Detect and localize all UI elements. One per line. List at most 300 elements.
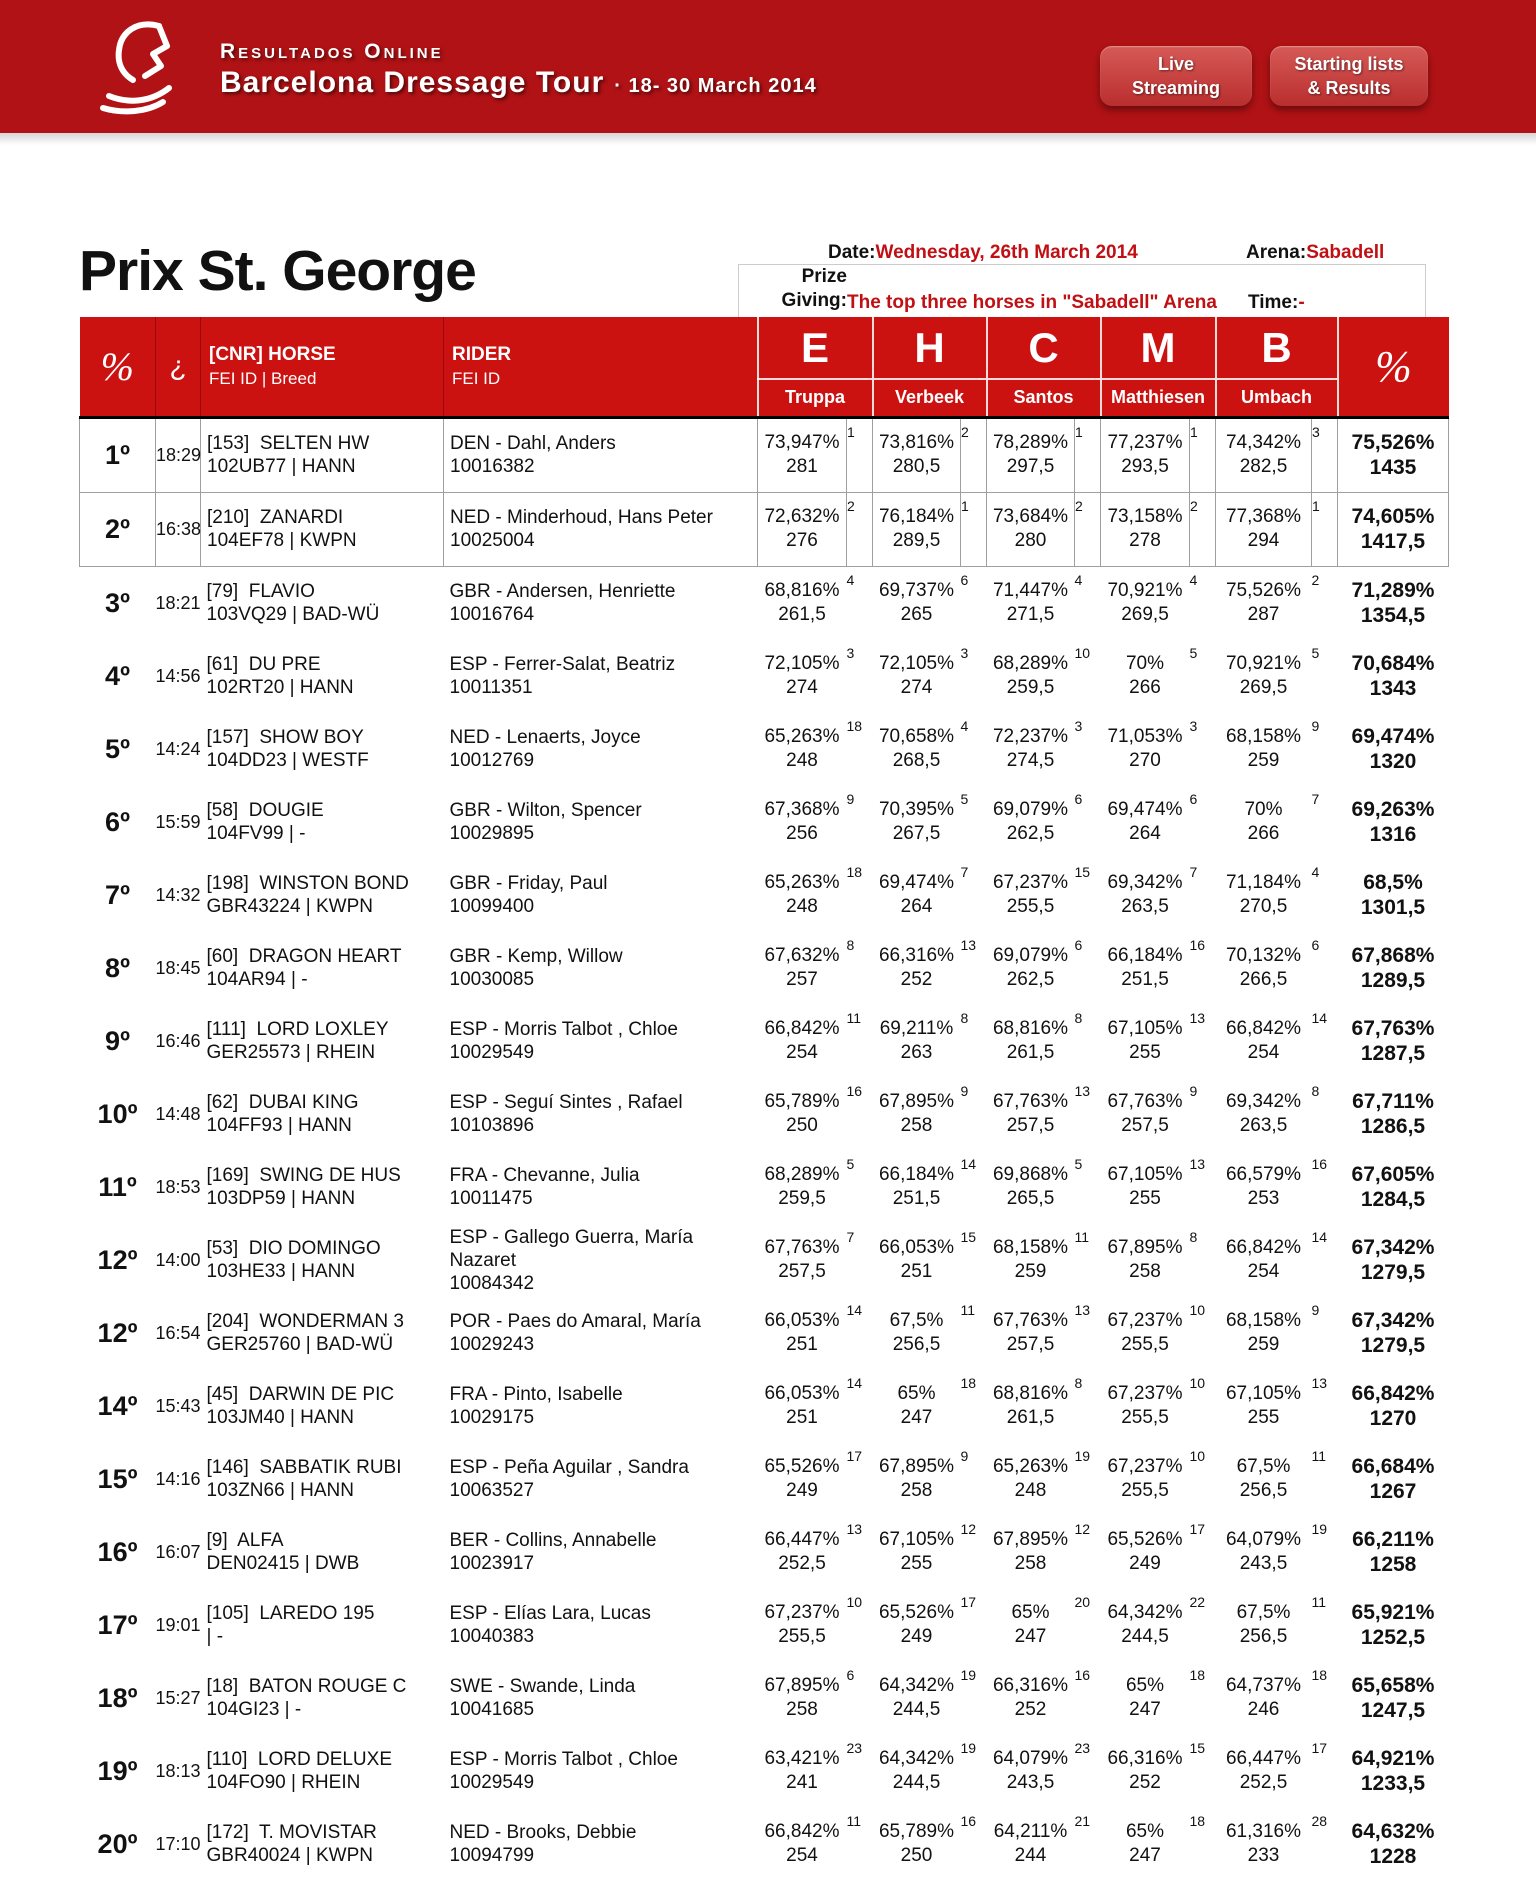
score-percent: 66,447% (1225, 1748, 1301, 1769)
score-percent: 76,184% (878, 506, 954, 527)
rank-cell: 10º (97, 1098, 138, 1129)
horse-name: [172] T. MOVISTAR (206, 1822, 377, 1843)
judge-score-cell (758, 1078, 873, 1151)
judge-score-cell (873, 566, 987, 640)
judge-score-cell (758, 1151, 873, 1224)
score-percent: 64,342% (1107, 1602, 1183, 1623)
horse-cell (201, 640, 444, 713)
live-streaming-label-1: Live (1157, 53, 1195, 74)
horse-cell (201, 932, 444, 1005)
score-percent: 73,816% (878, 432, 954, 453)
judge-rank-superscript: 8 (1311, 1082, 1320, 1099)
judge-e-header: E (758, 317, 873, 379)
judge-score-cell (1216, 640, 1338, 713)
judge-h-header: H (873, 317, 987, 379)
judge-rank-superscript: 11 (846, 1812, 862, 1829)
score-points: 251 (786, 1334, 818, 1355)
total-points: 1316 (1369, 823, 1417, 846)
prize-giving-box (738, 264, 1426, 317)
judge-score-cell (758, 1005, 873, 1078)
score-percent: 67,763% (992, 1310, 1068, 1331)
score-points: 247 (1014, 1626, 1047, 1647)
total-points: 1343 (1369, 677, 1417, 700)
result-row (80, 1078, 1449, 1151)
rider-feiid: 10030085 (449, 969, 535, 990)
judge-score-cell (987, 1516, 1101, 1589)
rider-feiid: 10099400 (449, 896, 535, 917)
horse-name: [105] LAREDO 195 (206, 1603, 375, 1624)
judge-score-cell (1101, 713, 1216, 786)
horse-name: [9] ALFA (206, 1530, 284, 1551)
horse-feiid-breed: 103HE33 | HANN (206, 1261, 356, 1282)
judge-score-cell (758, 1808, 873, 1881)
score-points: 264 (900, 896, 933, 917)
starting-lists-results-button[interactable] (1270, 46, 1428, 106)
rank-cell: 14º (97, 1390, 138, 1421)
horse-feiid-breed: DEN02415 | DWB (206, 1553, 360, 1574)
score-percent: 67,5% (889, 1310, 944, 1331)
score-percent: 64,342% (878, 1748, 954, 1769)
judge-b-name: Umbach (1216, 379, 1338, 417)
score-percent: 72,105% (764, 653, 840, 674)
banner-title (220, 66, 817, 100)
total-points: 1247,5 (1360, 1699, 1426, 1722)
score-points: 250 (900, 1845, 933, 1866)
score-percent: 66,184% (878, 1164, 954, 1185)
rider-feiid: 10029549 (449, 1772, 535, 1793)
total-percent: 67,342% (1351, 1309, 1435, 1332)
rider-cell (444, 1516, 758, 1589)
judge-c-header: C (987, 317, 1101, 379)
horse-feiid-breed: 104GI23 | - (206, 1699, 302, 1720)
judge-score-cell (1101, 1151, 1216, 1224)
score-percent: 71,447% (992, 580, 1068, 601)
score-percent: 66,842% (764, 1821, 840, 1842)
rider-feiid: 10016764 (449, 604, 535, 625)
score-points: 262,5 (1006, 969, 1055, 990)
judge-rank-superscript: 8 (960, 1009, 969, 1026)
score-percent: 72,105% (878, 653, 954, 674)
rider-feiid: 10029243 (449, 1334, 535, 1355)
live-streaming-button[interactable] (1100, 46, 1252, 106)
total-percent: 67,342% (1351, 1236, 1435, 1259)
rider-name: BER - Collins, Annabelle (449, 1530, 657, 1551)
judge-score-cell (1216, 492, 1338, 566)
score-points: 274 (900, 677, 933, 698)
result-row (80, 492, 1449, 566)
judge-rank-superscript: 8 (1189, 1228, 1198, 1245)
judge-rank-superscript: 20 (1074, 1593, 1091, 1610)
score-points: 250 (786, 1115, 818, 1136)
score-percent: 65% (1011, 1602, 1050, 1623)
judge-score-cell (987, 859, 1101, 932)
score-points: 244,5 (892, 1772, 941, 1793)
total-percent: 67,605% (1351, 1163, 1435, 1186)
judge-score-cell (987, 1589, 1101, 1662)
rank-cell: 12º (97, 1317, 138, 1348)
total-percent: 66,684% (1351, 1455, 1435, 1478)
judge-m-name: Matthiesen (1101, 379, 1216, 417)
judge-rank-superscript: 19 (1311, 1520, 1328, 1537)
score-percent: 64,079% (992, 1748, 1068, 1769)
score-points: 257 (786, 969, 818, 990)
judge-rank-superscript: 15 (1189, 1739, 1206, 1756)
judge-score-cell (873, 1151, 987, 1224)
rider-feiid: 10023917 (449, 1553, 535, 1574)
judge-score-cell (758, 1297, 873, 1370)
banner-divider (0, 133, 1536, 145)
judge-score-cell (987, 1297, 1101, 1370)
score-percent: 64,342% (878, 1675, 954, 1696)
rider-feiid: 10016382 (450, 456, 535, 477)
score-points: 265 (900, 604, 933, 625)
judge-rank-superscript: 16 (1074, 1666, 1091, 1683)
judge-rank-superscript: 11 (1311, 1447, 1327, 1464)
score-percent: 67,237% (764, 1602, 840, 1623)
score-percent: 67,895% (764, 1675, 840, 1696)
score-percent: 67,763% (1107, 1091, 1183, 1112)
judge-score-cell (1216, 1808, 1338, 1881)
score-percent: 73,158% (1107, 506, 1183, 527)
judge-score-cell (1101, 1224, 1216, 1297)
start-time-cell: 15:59 (155, 811, 201, 832)
score-percent: 70% (1125, 653, 1165, 674)
banner-dates: · 18- 30 March 2014 (614, 75, 817, 97)
judge-rank-superscript: 11 (1074, 1228, 1090, 1245)
judge-score-cell (987, 1078, 1101, 1151)
score-points: 249 (786, 1480, 818, 1501)
judge-rank-superscript: 13 (960, 936, 977, 953)
judge-rank-superscript: 14 (846, 1374, 863, 1391)
inverted-question-icon: ¿ (169, 350, 187, 382)
score-percent: 67,895% (878, 1091, 954, 1112)
judge-rank-superscript: 13 (1189, 1155, 1206, 1172)
judge-score-cell (873, 713, 987, 786)
horse-cell (201, 1735, 444, 1808)
judge-score-cell (758, 492, 873, 566)
score-percent: 69,868% (992, 1164, 1068, 1185)
score-points: 258 (786, 1699, 818, 1720)
horse-cell (201, 492, 444, 566)
rider-cell (444, 859, 758, 932)
start-time-cell: 18:13 (155, 1760, 201, 1781)
judge-score-cell (1101, 1735, 1216, 1808)
judge-rank-superscript: 3 (1074, 717, 1083, 734)
results-table-header (80, 317, 1449, 417)
judge-score-cell (1101, 1078, 1216, 1151)
score-points: 263,5 (1121, 896, 1169, 917)
score-points: 278 (1129, 530, 1161, 551)
rider-cell (444, 1005, 758, 1078)
score-percent: 72,632% (764, 506, 840, 527)
rider-name: GBR - Wilton, Spencer (449, 800, 642, 821)
start-time-cell: 18:21 (155, 592, 201, 613)
total-cell (1338, 786, 1449, 859)
start-time-cell: 18:53 (155, 1176, 201, 1197)
rank-cell: 6º (105, 806, 130, 837)
judge-score-cell (873, 1370, 987, 1443)
judge-rank-superscript: 3 (1312, 423, 1320, 440)
horse-feiid-breed: 104AR94 | - (206, 969, 308, 990)
start-time-cell: 19:01 (155, 1614, 201, 1635)
start-time-cell: 18:45 (155, 957, 201, 978)
score-percent: 69,342% (1225, 1091, 1301, 1112)
score-percent: 70,132% (1225, 945, 1301, 966)
judge-score-cell (1101, 1443, 1216, 1516)
score-points: 258 (900, 1115, 933, 1136)
score-points: 243,5 (1239, 1553, 1288, 1574)
rider-cell (444, 932, 758, 1005)
score-percent: 66,579% (1225, 1164, 1301, 1185)
judge-score-cell (987, 640, 1101, 713)
score-percent: 67,5% (1236, 1456, 1291, 1477)
judge-rank-superscript: 11 (1311, 1593, 1327, 1610)
score-points: 253 (1247, 1188, 1280, 1209)
rider-feiid: 10025004 (450, 530, 535, 551)
total-points: 1233,5 (1360, 1772, 1426, 1795)
rider-feiid: 10029895 (449, 823, 535, 844)
judge-rank-superscript: 7 (960, 863, 969, 880)
score-percent: 70,921% (1225, 653, 1301, 674)
score-percent: 75,526% (1225, 580, 1301, 601)
judge-rank-superscript: 28 (1311, 1812, 1328, 1829)
score-points: 248 (786, 750, 818, 771)
total-percent: 75,526% (1351, 431, 1435, 454)
score-points: 255,5 (1006, 896, 1055, 917)
score-points: 248 (1014, 1480, 1047, 1501)
total-percent: 65,921% (1351, 1601, 1435, 1624)
judge-score-cell (987, 1151, 1101, 1224)
score-points: 256,5 (1239, 1480, 1288, 1501)
judge-score-cell (873, 1662, 987, 1735)
rider-name: ESP - Gallego Guerra, María Nazaret (449, 1226, 694, 1271)
judge-rank-superscript: 18 (846, 863, 863, 880)
rider-header-sub: FEI ID (452, 368, 501, 388)
rider-cell (444, 1224, 758, 1297)
judge-rank-superscript: 5 (1074, 1155, 1083, 1172)
judge-score-cell (1216, 713, 1338, 786)
score-points: 271,5 (1006, 604, 1055, 625)
judge-rank-superscript: 10 (1074, 644, 1091, 661)
results-table (79, 317, 1449, 1881)
score-percent: 66,053% (764, 1310, 840, 1331)
score-points: 248 (786, 896, 818, 917)
score-points: 252 (900, 969, 933, 990)
score-points: 274 (786, 677, 818, 698)
judge-score-cell (1216, 1151, 1338, 1224)
score-percent: 67,237% (1107, 1310, 1183, 1331)
judge-rank-superscript: 16 (846, 1082, 863, 1099)
result-row (80, 1735, 1449, 1808)
judge-score-cell (987, 1370, 1101, 1443)
judge-rank-superscript: 19 (960, 1666, 977, 1683)
total-points: 1270 (1369, 1407, 1417, 1430)
judge-rank-superscript: 18 (1189, 1666, 1206, 1683)
score-points: 258 (1129, 1261, 1161, 1282)
horse-cell (201, 1662, 444, 1735)
total-percent: 71,289% (1351, 579, 1435, 602)
judge-rank-superscript: 9 (960, 1447, 969, 1464)
rider-feiid: 10063527 (449, 1480, 535, 1501)
horse-feiid-breed: GBR40024 | KWPN (206, 1845, 374, 1866)
rider-name: ESP - Morris Talbot , Chloe (449, 1749, 678, 1770)
score-points: 251 (900, 1261, 933, 1282)
total-cell (1338, 713, 1449, 786)
horse-name: [53] DIO DOMINGO (206, 1238, 381, 1259)
rider-name: ESP - Seguí Sintes , Rafael (449, 1092, 683, 1113)
score-percent: 65% (1125, 1821, 1165, 1842)
result-row (80, 1808, 1449, 1881)
judge-rank-superscript: 2 (961, 423, 969, 440)
judge-m-header: M (1101, 317, 1216, 379)
score-percent: 64,079% (1225, 1529, 1301, 1550)
score-points: 255 (1129, 1042, 1161, 1063)
score-points: 287 (1247, 604, 1280, 625)
score-points: 259 (1247, 1334, 1280, 1355)
judge-rank-superscript: 3 (1189, 717, 1198, 734)
horse-header-sub: FEI ID | Breed (209, 368, 317, 388)
total-percent: 67,868% (1351, 944, 1435, 967)
judge-score-cell (873, 1516, 987, 1589)
judge-score-cell (987, 1443, 1101, 1516)
judge-rank-superscript: 9 (1189, 1082, 1198, 1099)
score-points: 255,5 (1121, 1407, 1169, 1428)
total-percent: 65,658% (1351, 1674, 1435, 1697)
start-time-cell: 14:48 (155, 1103, 201, 1124)
total-points: 1287,5 (1360, 1042, 1426, 1065)
rider-cell (444, 1078, 758, 1151)
horse-feiid-breed: GER25573 | RHEIN (206, 1042, 376, 1063)
score-percent: 67,368% (764, 799, 840, 820)
result-row (80, 1443, 1449, 1516)
judge-rank-superscript: 6 (1189, 790, 1198, 807)
horse-cell (201, 1224, 444, 1297)
judge-score-cell (758, 713, 873, 786)
horse-logo-icon (88, 16, 210, 120)
arena-label: Arena: (1246, 242, 1307, 263)
rider-cell (444, 1589, 758, 1662)
horse-name: [204] WONDERMAN 3 (206, 1311, 404, 1332)
rank-cell: 2º (80, 492, 156, 566)
score-points: 252 (1129, 1772, 1161, 1793)
score-percent: 70,658% (878, 726, 954, 747)
rider-name: POR - Paes do Amaral, María (449, 1311, 701, 1332)
score-percent: 66,053% (878, 1237, 954, 1258)
judge-rank-superscript: 6 (1311, 936, 1320, 953)
horse-cell (201, 1443, 444, 1516)
score-points: 251,5 (892, 1188, 941, 1209)
score-percent: 73,684% (992, 506, 1068, 527)
score-percent: 64,737% (1225, 1675, 1301, 1696)
judge-rank-superscript: 13 (1189, 1009, 1206, 1026)
horse-feiid-breed: GBR43224 | KWPN (206, 896, 374, 917)
rider-name: ESP - Morris Talbot , Chloe (449, 1019, 678, 1040)
total-cell (1338, 1005, 1449, 1078)
total-cell (1338, 1370, 1449, 1443)
rank-cell: 19º (97, 1755, 138, 1786)
score-percent: 65% (897, 1383, 936, 1404)
banner-subtitle: Resultados Online (220, 40, 444, 63)
judge-score-cell (1101, 1516, 1216, 1589)
score-percent: 66,842% (1225, 1237, 1301, 1258)
judge-rank-superscript: 2 (847, 497, 855, 514)
score-percent: 70,921% (1107, 580, 1183, 601)
rank-cell: 8º (105, 952, 130, 983)
total-cell (1338, 1808, 1449, 1881)
total-points: 1279,5 (1360, 1334, 1426, 1357)
score-points: 268,5 (892, 750, 941, 771)
start-time-column-header (156, 317, 201, 417)
judge-score-cell (873, 1005, 987, 1078)
rank-cell: 3º (105, 587, 130, 618)
score-percent: 67,895% (992, 1529, 1068, 1550)
judge-score-cell (758, 1662, 873, 1735)
judge-score-cell (987, 932, 1101, 1005)
total-cell (1338, 492, 1449, 566)
percent-symbol: % (100, 343, 134, 389)
score-percent: 66,842% (764, 1018, 840, 1039)
score-percent: 69,079% (992, 945, 1068, 966)
total-cell (1338, 640, 1449, 713)
start-time-cell: 16:07 (155, 1541, 201, 1562)
score-percent: 68,816% (992, 1018, 1068, 1039)
total-percent: 70,684% (1351, 652, 1435, 675)
rider-column-header (444, 317, 758, 417)
horse-name: [210] ZANARDI (207, 507, 344, 528)
judge-rank-superscript: 17 (1311, 1739, 1328, 1756)
score-points: 254 (1247, 1261, 1280, 1282)
judge-score-cell (987, 1662, 1101, 1735)
score-points: 282,5 (1239, 456, 1288, 477)
rider-cell (444, 1662, 758, 1735)
rider-feiid: 10029175 (449, 1407, 535, 1428)
judge-rank-superscript: 6 (1074, 936, 1083, 953)
judge-score-cell (873, 1589, 987, 1662)
judge-score-cell (1216, 1224, 1338, 1297)
score-percent: 65,526% (764, 1456, 840, 1477)
score-percent: 67,895% (1107, 1237, 1183, 1258)
horse-feiid-breed: 103DP59 | HANN (206, 1188, 356, 1209)
start-time-cell: 18:29 (156, 417, 201, 492)
score-percent: 68,289% (992, 653, 1068, 674)
judge-score-cell (758, 1370, 873, 1443)
start-time-cell: 14:24 (155, 738, 201, 759)
score-percent: 67,105% (878, 1529, 954, 1550)
score-percent: 65,263% (764, 726, 840, 747)
horse-feiid-breed: 104FF93 | HANN (206, 1115, 352, 1136)
judge-score-cell (873, 492, 987, 566)
score-points: 251,5 (1121, 969, 1169, 990)
total-cell (1338, 859, 1449, 932)
judge-score-cell (758, 640, 873, 713)
result-row (80, 1224, 1449, 1297)
judge-score-cell (758, 786, 873, 859)
judge-rank-superscript: 17 (846, 1447, 863, 1464)
horse-feiid-breed: 103JM40 | HANN (206, 1407, 354, 1428)
score-points: 265,5 (1006, 1188, 1055, 1209)
rank-cell: 11º (98, 1171, 137, 1202)
rider-cell (444, 566, 758, 640)
starting-lists-label-2: & Results (1307, 78, 1391, 98)
score-percent: 69,211% (879, 1018, 954, 1039)
rider-feiid: 10040383 (449, 1626, 535, 1647)
horse-cell (201, 786, 444, 859)
score-percent: 65,789% (764, 1091, 840, 1112)
horse-name: [153] SELTEN HW (207, 433, 370, 454)
judge-rank-superscript: 2 (1075, 497, 1083, 514)
horse-feiid-breed: | - (206, 1626, 224, 1647)
judge-rank-superscript: 5 (1189, 644, 1198, 661)
